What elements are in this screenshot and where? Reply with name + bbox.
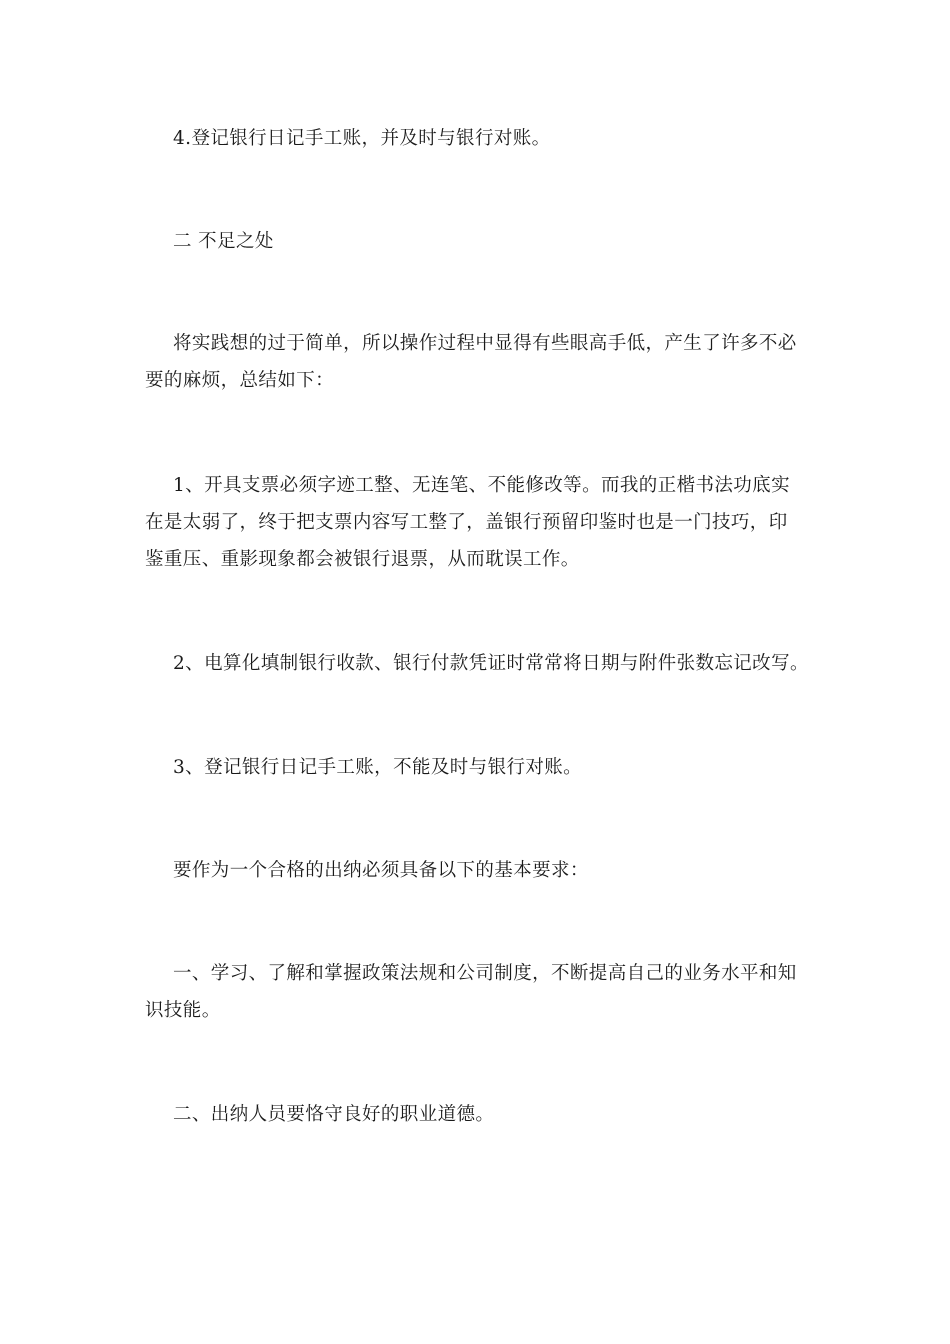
section-heading: 二 不足之处 (173, 231, 274, 252)
paragraph-requirement-2 (145, 1096, 810, 1133)
text-line: 在是太弱了，终于把支票内容写工整了，盖银行预留印鉴时也是一门技巧，印 (145, 512, 788, 533)
paragraph-requirements-intro (145, 852, 810, 889)
text-line: 3、登记银行日记手工账，不能及时与银行对账。 (173, 757, 583, 778)
paragraph-bank-journal-reconcile (145, 120, 810, 157)
paragraph-summary-intro (145, 325, 810, 399)
text-line: 要作为一个合格的出纳必须具备以下的基本要求： (173, 860, 589, 881)
text-line: 识技能。 (145, 1000, 221, 1021)
section-heading-shortcomings (145, 223, 810, 260)
paragraph-item-1-cheque (145, 467, 810, 578)
text-line: 1、开具支票必须字迹工整、无连笔、不能修改等。而我的正楷书法功底实 (173, 475, 790, 496)
text-line: 一、学习、了解和掌握政策法规和公司制度，不断提高自己的业务水平和知 (173, 963, 797, 984)
text-line: 二、出纳人员要恪守良好的职业道德。 (173, 1104, 495, 1125)
paragraph-item-2-voucher (145, 645, 810, 682)
text-line: 2、电算化填制银行收款、银行付款凭证时常常将日期与附件张数忘记改写。 (173, 653, 809, 674)
text-line: 4.登记银行日记手工账，并及时与银行对账。 (173, 128, 551, 149)
text-line: 要的麻烦，总结如下： (145, 370, 335, 391)
text-line: 将实践想的过于简单，所以操作过程中显得有些眼高手低，产生了许多不必 (173, 333, 797, 354)
paragraph-requirement-1 (145, 955, 810, 1029)
text-line: 鉴重压、重影现象都会被银行退票，从而耽误工作。 (145, 549, 580, 570)
paragraph-item-3-journal (145, 749, 810, 786)
